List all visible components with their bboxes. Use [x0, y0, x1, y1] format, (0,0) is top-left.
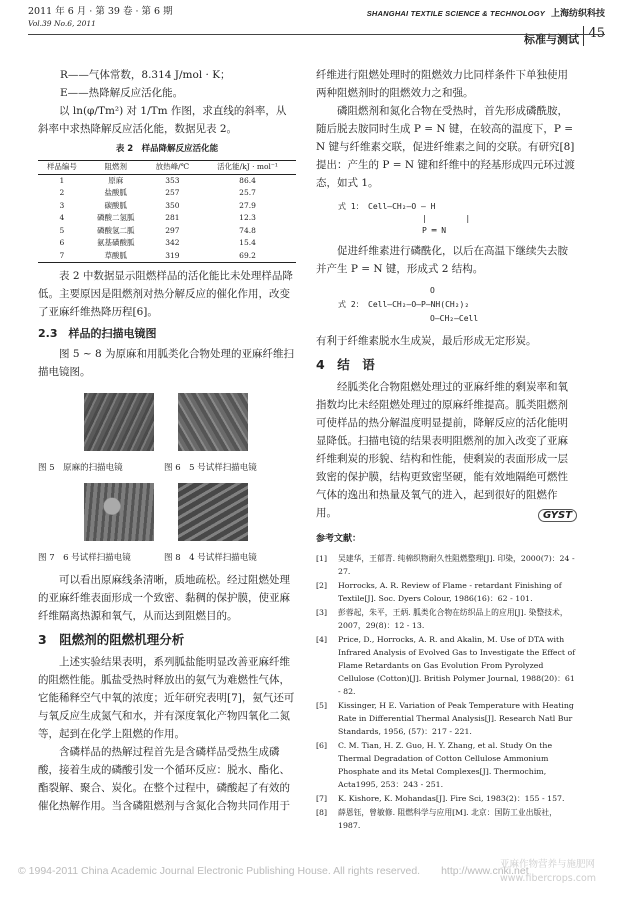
table-row: [38, 225, 296, 238]
reference-item: [316, 579, 578, 605]
formula-1-line-1: Cell—CH₂—O — H: [368, 202, 436, 211]
definition-r: R——气体常数，8.314 J/mol · K；: [60, 69, 231, 81]
table-cell: 氨基磺酸胍: [97, 238, 135, 247]
table-cell: 磷酸氢二胍: [97, 225, 135, 235]
table-cell: 3: [59, 200, 65, 210]
copyright-footer: © 1994-2011 China Academic Journal Electronic Publishing House. All rights reserved. http://www.cnki.net: [18, 865, 529, 877]
table-cell: 257: [165, 188, 180, 197]
table-row: [38, 187, 296, 200]
page-number: 45: [583, 26, 605, 46]
figure-6-caption: 图 6 5 号试样扫描电镜: [164, 463, 257, 473]
table-cell: 草酸胍: [104, 250, 128, 260]
paragraph-mechanism-1: 上述实验结果表明，系列胍盐能明显改善亚麻纤维的阻燃性能。胍盐受热时释放出的氨气为难燃性气体，它能稀释空气中氧的浓度；近年研究表明[7]，氨气还可与氧反应生成氮气和水，并有深度氧化产物四氧化二氮等，起到在化学上阻燃的作用。: [38, 656, 295, 740]
paragraph-continued: 纤维进行阻燃处理时的阻燃效力比同样条件下单独使用两种阻燃剂时的阻燃效力之和强。: [316, 69, 568, 99]
paragraph-figures: 可以看出原麻线条清晰，质地疏松。经过阻燃处理的亚麻纤维表面形成一个致密、黏稠的保护膜，使亚麻纤维隔离热源和氧气，从而达到阻燃目的。: [38, 574, 290, 622]
formula-2-label: 式 2：: [338, 300, 364, 309]
table-cell: 297: [165, 225, 180, 235]
table-cell: 15.4: [239, 238, 256, 247]
table-cell: 2: [59, 188, 65, 197]
table-cell: 盐酸胍: [104, 188, 128, 197]
table-header-cell: 样品编号: [46, 162, 77, 171]
reference-number: [4]: [316, 635, 328, 644]
journal-name-en: SHANGHAI TEXTILE SCIENCE & TECHNOLOGY: [366, 9, 545, 18]
table-cell: 7: [59, 250, 65, 260]
reference-number: [6]: [316, 741, 328, 750]
table-cell: 原麻: [108, 175, 124, 185]
reference-item: [316, 792, 578, 805]
issue-line: 2011 年 6 月 · 第 39 卷 · 第 6 期: [28, 6, 173, 17]
table-cell: 1: [59, 175, 65, 185]
section-name: 标准与测试: [524, 33, 579, 46]
table-cell: 5: [59, 225, 65, 235]
paragraph-promote: 促进纤维素进行磷酰化，以后在高温下继续失去胺并产生 P = N 键，形成式 2 结构。: [316, 245, 568, 275]
paragraph-conclusion: 经胍类化合物阻燃处理过的亚麻纤维的剩炭率和氧指数均比未经阻燃处理过的原麻纤维提高。胍类阻燃剂可使样品的热分解温度明显提前，降解反应的活化能明显降低。扫描电镜的结果表明阻燃剂的加入改变了亚麻纤维剩炭的形貌、结构和性能，使剩炭的表面形成一层致密的保护膜，结构更致密坚硬，能有效地隔绝可燃性气体的逸出和热量及氧气的进入，起到很好的阻燃作用。: [316, 381, 568, 519]
reference-text: 薛恩钰，曾敏修. 阻燃科学与应用[M]. 北京：国防工业出版社，1987.: [338, 808, 557, 830]
reference-number: [1]: [316, 554, 328, 563]
paragraph-sem: 图 5 ~ 8 为原麻和用胍类化合物处理的亚麻纤维扫描电镜图。: [38, 348, 295, 378]
table-cell: 69.2: [239, 250, 256, 260]
reference-number: [5]: [316, 701, 328, 710]
table-cell: 磷酸二氢胍: [97, 213, 135, 222]
formula-2-line-3: O—CH₂—Cell: [430, 314, 479, 323]
formula-2-line-2: Cell—CH₂—O—P—NH(CH₂)₂: [368, 300, 470, 309]
section-heading-4: 4 结 语: [316, 357, 375, 372]
left-column: [38, 66, 296, 815]
table-cell: 319: [165, 250, 180, 260]
figure-8-image: [178, 483, 248, 541]
formula-1-label: 式 1：: [338, 202, 364, 211]
table-row: [38, 212, 296, 225]
reference-item: [316, 806, 578, 832]
end-mark-logo: GYST: [538, 509, 577, 522]
reference-item: [316, 739, 578, 791]
table-caption: 表 2 样品降解反应活化能: [115, 144, 219, 154]
formula-1: [338, 194, 578, 238]
reference-number: [8]: [316, 808, 328, 817]
reference-text: 吴建华，王郁青. 纯棉织物耐久性阻燃整理[J]. 印染，2000(7)：24 - 27.: [338, 554, 575, 576]
section-heading-2-3: 2.3 样品的扫描电镜图: [38, 327, 157, 340]
table-cell: 353: [165, 175, 180, 185]
table-cell: 86.4: [239, 175, 256, 185]
table-row: [38, 174, 296, 187]
table-header-cell: 活化能/kJ · mol⁻¹: [217, 162, 278, 171]
reference-number: [2]: [316, 581, 328, 590]
figure-6-image: [178, 393, 248, 451]
table-cell: 碳酸胍: [104, 200, 128, 210]
table-cell: 4: [59, 213, 65, 222]
reference-text: K. Kishore, K. Mohandas[J]. Fire Sci, 1983(2)：155 - 157.: [338, 794, 565, 803]
volume-line: Vol.39 No.6, 2011: [28, 19, 96, 28]
paragraph-mechanism-2: 含磷样品的热解过程首先是含磷样品受热生成磷酸，接着生成的磷酸引发一个循环反应：脱水、酯化、酯裂解、聚合、炭化。在整个过程中，磷酸起了有效的催化热解作用。当含磷阻燃剂与含氮化合物共同作用于: [38, 746, 290, 812]
paragraph-after: 有利于纤维素脱水生成炭，最后形成无定形炭。: [316, 335, 537, 347]
table-cell: 350: [165, 200, 180, 210]
table-cell: 27.9: [239, 200, 256, 210]
paragraph-fit: 以 ln(φ/Tm²) 对 1/Tm 作图，求直线的斜率，从斜率中求热降解反应活化能，数据见表 2。: [38, 105, 287, 135]
reference-item: [316, 633, 578, 698]
table-header-cell: 放热峰/℃: [155, 162, 190, 171]
formula-2-line-1: O: [430, 286, 435, 295]
page-header: [28, 6, 605, 60]
table-cell: 6: [59, 238, 65, 247]
table-row: [38, 237, 296, 250]
references-list: [316, 552, 578, 832]
reference-item: [316, 699, 578, 738]
table-cell: 74.8: [239, 225, 256, 235]
table-row: [38, 250, 296, 263]
formula-1-line-2: | |: [422, 214, 471, 223]
header-rule: [28, 34, 605, 35]
references-title: 参考文献：: [316, 534, 362, 544]
journal-name-cn: 上海纺织科技: [550, 9, 605, 19]
formula-2: [338, 280, 578, 328]
table-cell: 12.3: [239, 213, 256, 222]
table-cell: 281: [165, 213, 180, 222]
figure-5-caption: 图 5 原麻的扫描电镜: [38, 463, 123, 473]
figure-7-caption: 图 7 6 号试样扫描电镜: [38, 553, 131, 563]
reference-item: [316, 606, 578, 632]
activation-energy-table: [38, 160, 296, 263]
reference-text: Horrocks, A. R. Review of Flame - retardant Finishing of Textile[J]. Soc. Dyers Colour, 1986(16)：62 - 101.: [338, 581, 562, 603]
table-cell: 342: [165, 238, 180, 247]
table-cell: 25.7: [239, 188, 256, 197]
paragraph-pn-bond: 磷阻燃剂和氮化合物在受热时，首先形成磷酰胺，随后脱去胺同时生成 P = N 键，在较高的温度下，P = N 键与纤维素交联，促进纤维素之间的交联。有研究[8]提出：产生的 P = N 键和纤维中的羟基形成四元环过渡态，如式 1。: [316, 105, 575, 189]
table-header-cell: 阻燃剂: [104, 162, 128, 171]
sem-figures: [38, 387, 296, 567]
reference-number: [3]: [316, 608, 328, 617]
right-column: [316, 66, 578, 833]
reference-text: C. M. Tian, H. Z. Guo, H. Y. Zhang, et al. Study On the Thermal Degradation of Cotton Cellulose Ammonium Phosphate and its Metal Complexes[J]. Thermochim, Acta1995, 253：243 - 251.: [338, 741, 553, 789]
section-heading-3: 3 阻燃剂的阻燃机理分析: [38, 632, 185, 647]
table-row: [38, 200, 296, 213]
figure-5-image: [84, 393, 154, 451]
paragraph-table: 表 2 中数据显示阻燃样品的活化能比未处理样品降低。主要原因是阻燃剂对热分解反应的催化作用，改变了亚麻纤维热降历程[6]。: [38, 270, 293, 318]
figure-8-caption: 图 8 4 号试样扫描电镜: [164, 553, 257, 563]
reference-text: Price, D., Horrocks, A. R. and Akalin, M. Use of DTA with Infrared Analysis of Evolved Gas to Investigate the Effect of Flame Retardants on Gas Evolution From Pyrolyzed Cellulose (Cotton)[J]. British Polymer Journal, 1988(20)：61 - 82.: [338, 635, 576, 696]
reference-text: 彭蓉起，朱平，王炳. 胍类化合物在纺织品上的应用[J]. 染整技术，2007，29(8)：12 - 13.: [338, 608, 568, 630]
figure-7-image: [84, 483, 154, 541]
reference-number: [7]: [316, 794, 328, 803]
reference-item: [316, 552, 578, 578]
formula-1-line-3: P ═ N: [422, 226, 447, 235]
reference-text: Kissinger, H E. Variation of Peak Temperature with Heating Rate in Differential Thermal Analysis[J]. Research Natl Bur Standards, 1956, (57)：217 - 221.: [338, 701, 574, 736]
definition-e: E——热降解反应活化能。: [60, 87, 184, 99]
site-watermark: 亚麻作物营养与施肥网 www.fibercrops.com: [500, 859, 597, 884]
